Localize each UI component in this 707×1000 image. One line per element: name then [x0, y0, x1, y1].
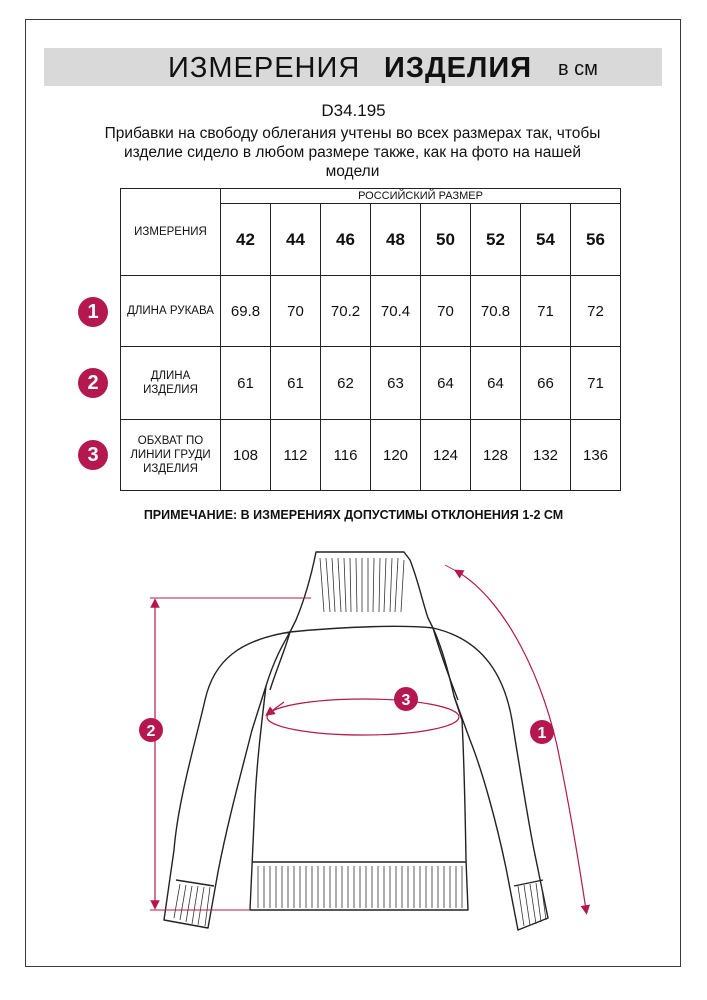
row-label-line: ИЗДЕЛИЯ	[143, 384, 198, 396]
table-cell: 61	[221, 347, 271, 420]
title-garment: ИЗДЕЛИЯ	[384, 52, 533, 84]
table-cell: 108	[221, 420, 271, 491]
table-cell: 71	[571, 347, 621, 420]
table-cell: 124	[421, 420, 471, 491]
size-cell: 46	[321, 204, 371, 276]
row-label-sleeve-length	[121, 276, 221, 347]
size-cell: 48	[371, 204, 421, 276]
table-cell: 120	[371, 420, 421, 491]
sweater-outline	[164, 552, 548, 930]
table-cell: 132	[521, 420, 571, 491]
table-cell: 71	[521, 276, 571, 347]
table-cell: 116	[321, 420, 371, 491]
table-cell: 64	[471, 347, 521, 420]
size-header: РОССИЙСКИЙ РАЗМЕР	[221, 189, 621, 204]
title-measurements: ИЗМЕРЕНИЯ	[168, 52, 361, 84]
table-cell: 61	[271, 347, 321, 420]
row-label-line: ЛИНИИ ГРУДИ	[130, 449, 211, 461]
diagram-marker-1	[530, 720, 554, 744]
size-cell: 42	[221, 204, 271, 276]
table-cell: 70	[271, 276, 321, 347]
table-cell: 136	[571, 420, 621, 491]
table-row	[121, 420, 621, 491]
table-cell: 64	[421, 347, 471, 420]
table-cell: 63	[371, 347, 421, 420]
size-cell: 52	[471, 204, 521, 276]
title-unit: в см	[558, 58, 598, 80]
row-label-chest-girth	[121, 420, 221, 491]
size-cell: 44	[271, 204, 321, 276]
table-cell: 70.4	[371, 276, 421, 347]
diagram-marker-3	[394, 687, 418, 711]
table-cell: 128	[471, 420, 521, 491]
fit-note	[100, 124, 605, 181]
table-cell: 66	[521, 347, 571, 420]
row-marker-3: 3	[78, 440, 108, 470]
fit-note-line: изделие сидело в любом размере также, как на фото на нашей	[123, 144, 582, 161]
row-marker-2: 2	[78, 368, 108, 398]
table-cell: 72	[571, 276, 621, 347]
row-label-line: ДЛИНА	[150, 370, 191, 382]
size-cell: 54	[521, 204, 571, 276]
table-cell: 70	[421, 276, 471, 347]
size-cell: 56	[571, 204, 621, 276]
table-cell: 70.2	[321, 276, 371, 347]
diagram-marker-2	[139, 718, 163, 742]
table-cell: 112	[271, 420, 321, 491]
fit-note-line: Прибавки на свободу облегания учтены во всех размерах так, чтобы	[104, 125, 601, 142]
fit-note-line: модели	[325, 163, 380, 180]
size-cell: 50	[421, 204, 471, 276]
row-label-line: ОБХВАТ ПО	[137, 435, 204, 447]
size-table	[120, 188, 621, 491]
row-marker-1: 1	[78, 297, 108, 327]
table-cell: 69.8	[221, 276, 271, 347]
measure-header: ИЗМЕРЕНИЯ	[121, 189, 221, 276]
row-label-garment-length	[121, 347, 221, 420]
table-row	[121, 276, 621, 347]
row-label-line: ИЗДЕЛИЯ	[143, 463, 198, 475]
measure-lines	[150, 565, 586, 910]
product-code: D34.195	[321, 101, 386, 120]
diagram-marker-label: 2	[146, 723, 156, 740]
table-cell: 70.8	[471, 276, 521, 347]
deviation-note: ПРИМЕЧАНИЕ: В ИЗМЕРЕНИЯХ ДОПУСТИМЫ ОТКЛОНЕНИЯ 1-2 СМ	[143, 508, 564, 522]
diagram-marker-label: 1	[537, 725, 547, 742]
rib-knit-lines	[174, 558, 546, 926]
sweater-diagram	[0, 540, 707, 950]
table-row	[121, 347, 621, 420]
title-banner	[44, 48, 662, 86]
row-label-line: ДЛИНА РУКАВА	[127, 305, 214, 317]
table-cell: 62	[321, 347, 371, 420]
diagram-marker-label: 3	[401, 692, 411, 709]
